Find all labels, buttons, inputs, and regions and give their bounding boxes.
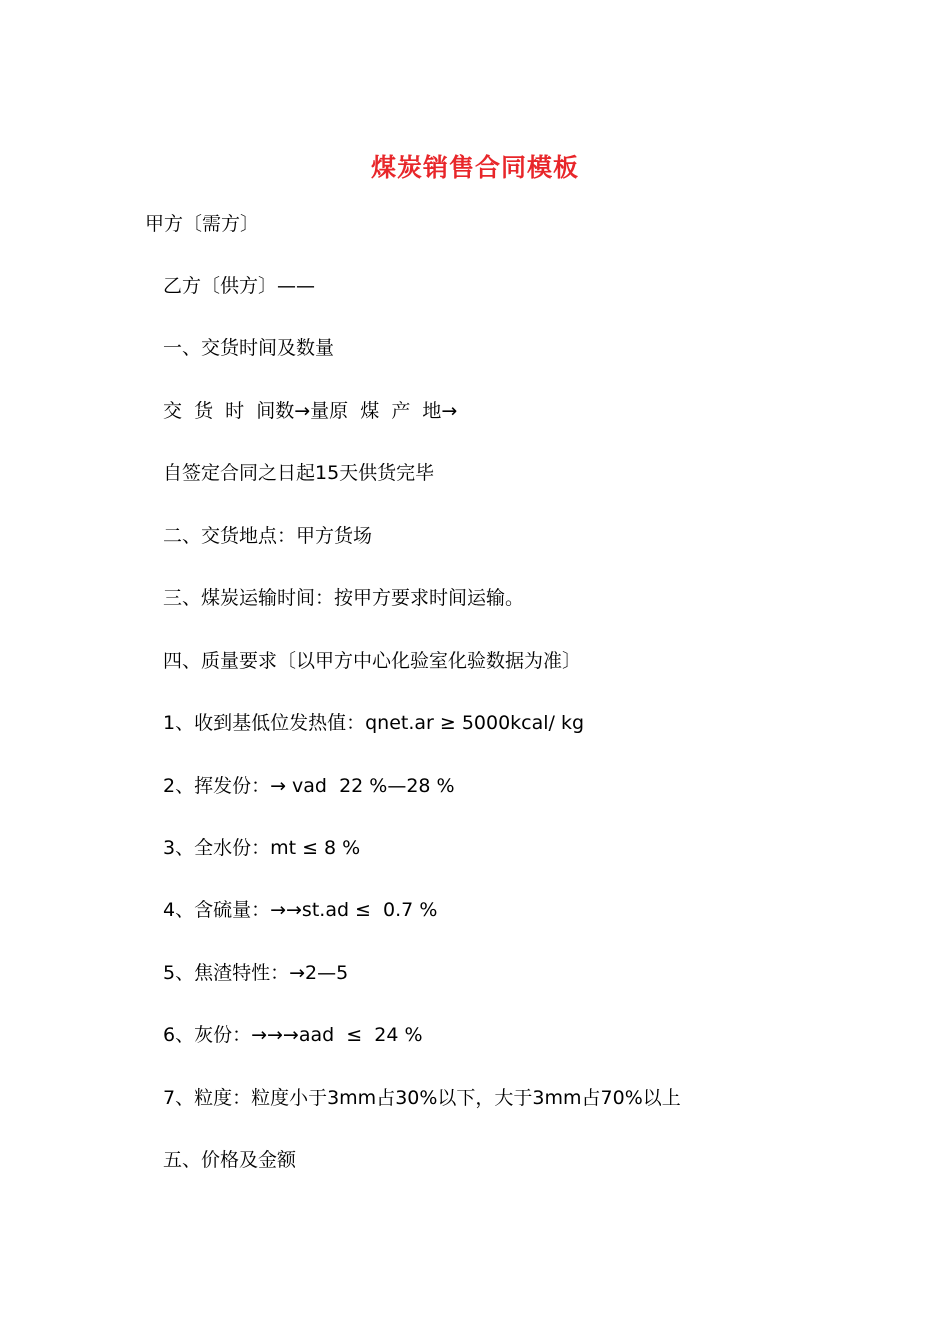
delivery-table-header: 交 货 时 间数→量原 煤 产 地→ xyxy=(163,400,458,422)
section-heading-quality: 四、质量要求〔以甲方中心化验室化验数据为准〕 xyxy=(163,650,582,672)
party-b-line: 乙方〔供方〕—— xyxy=(163,275,316,297)
document-title: 煤炭销售合同模板 xyxy=(370,153,579,182)
delivery-time-text: 自签定合同之日起15天供货完毕 xyxy=(163,462,435,484)
section-heading-location: 二、交货地点：甲方货场 xyxy=(163,525,373,547)
party-a-line: 甲方〔需方〕 xyxy=(145,213,260,235)
quality-item-volatile: 2、挥发份：→ vad 22 %—28 % xyxy=(163,775,455,797)
quality-item-sulfur: 4、含硫量：→→st.ad ≤ 0.7 % xyxy=(163,899,438,921)
section-heading-price: 五、价格及金额 xyxy=(163,1149,297,1171)
quality-item-calorific: 1、收到基低位发热值：qnet.ar ≥ 5000kcal/ kg xyxy=(163,712,585,734)
quality-item-coke-residue: 5、焦渣特性：→2—5 xyxy=(163,962,349,984)
section-heading-delivery: 一、交货时间及数量 xyxy=(163,337,335,359)
section-heading-transport: 三、煤炭运输时间：按甲方要求时间运输。 xyxy=(163,587,525,609)
quality-item-ash: 6、灰份：→→→aad ≤ 24 % xyxy=(163,1024,423,1046)
quality-item-moisture: 3、全水份：mt ≤ 8 % xyxy=(163,837,361,859)
quality-item-granularity: 7、粒度：粒度小于3mm占30%以下，大于3mm占70%以上 xyxy=(163,1087,681,1109)
